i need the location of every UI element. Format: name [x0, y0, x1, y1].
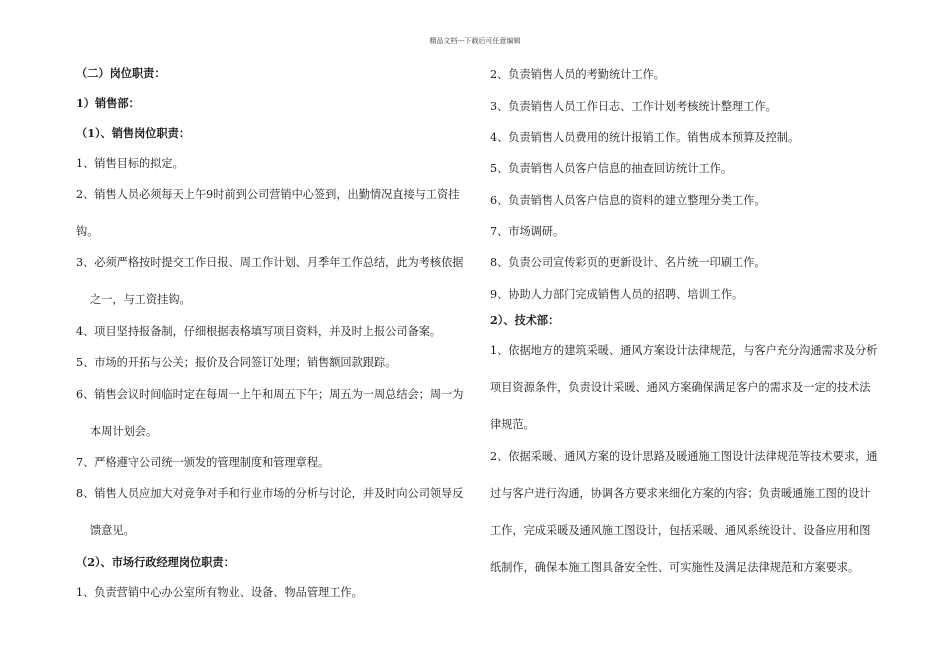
list-item: 4、负责销售人员费用的统计报销工作。销售成本预算及控制。: [490, 131, 800, 144]
list-item: 8、负责公司宣传彩页的更新设计、名片统一印刷工作。: [490, 256, 766, 269]
list-item: 过与客户进行沟通，协调各方要求来细化方案的内容；负责暖通施工图的设计: [490, 487, 871, 500]
list-item: 3、负责销售人员工作日志、工作计划考核统计整理工作。: [490, 100, 777, 113]
list-item: 3、必须严格按时提交工作日报、周工作计划、月季年工作总结，此为考核依据: [76, 256, 464, 269]
list-item: 工作，完成采暖及通风施工图设计，包括采暖、通风系统设计、设备应用和图: [490, 524, 871, 537]
list-item: 2、销售人员必须每天上午9时前到公司营销中心签到，出勤情况直接与工资挂: [76, 188, 460, 201]
list-item: 6、销售会议时间临时定在每周一上午和周五下午；周五为一周总结会；周一为: [76, 388, 464, 401]
tech-dept-heading: 2）、技术部：: [490, 313, 560, 327]
list-item: 8、销售人员应加大对竞争对手和行业市场的分析与讨论，并及时向公司领导反: [76, 487, 464, 500]
list-item: 5、市场的开拓与公关；报价及合同签订处理；销售额回款跟踪。: [76, 356, 397, 369]
section-title: （二）岗位职责：: [76, 66, 166, 80]
list-item: 7、严格遵守公司统一颁发的管理制度和管理章程。: [76, 456, 330, 469]
sales-dept-heading: 1）销售部：: [76, 96, 140, 110]
list-item: 2、负责销售人员的考勤统计工作。: [490, 68, 665, 81]
list-item: 律规范。: [490, 418, 535, 431]
list-item: 4、项目坚持报备制，仔细根据表格填写项目资料，并及时上报公司备案。: [76, 325, 442, 338]
sales-post-heading: （1）、销售岗位职责：: [76, 126, 191, 140]
list-item: 钩。: [76, 225, 99, 238]
list-item: 7、市场调研。: [490, 225, 565, 238]
list-item: 馈意见。: [90, 524, 135, 537]
list-item: 之一，与工资挂钩。: [90, 293, 191, 306]
list-item: 9、协助人力部门完成销售人员的招聘、培训工作。: [490, 288, 744, 301]
list-item: 2、依据采暖、通风方案的设计思路及暖通施工图设计法律规范等技术要求，通: [490, 450, 878, 463]
list-item: 项目资源条件，负责设计采暖、通风方案确保满足客户的需求及一定的技术法: [490, 381, 871, 394]
page-header: 精品文档---下载后可任意编辑: [429, 37, 521, 45]
list-item: 纸制作，确保本施工图具备安全性、可实施性及满足法律规范和方案要求。: [490, 561, 860, 574]
list-item: 6、负责销售人员客户信息的资料的建立整理分类工作。: [490, 194, 766, 207]
list-item: 1、依据地方的建筑采暖、通风方案设计法律规范，与客户充分沟通需求及分析: [490, 344, 878, 357]
list-item: 1、销售目标的拟定。: [76, 157, 184, 170]
list-item: 本周计划会。: [90, 425, 158, 438]
admin-post-heading: （2）、市场行政经理岗位职责：: [76, 555, 235, 569]
list-item: 1、负责营销中心办公室所有物业、设备、物品管理工作。: [76, 586, 363, 599]
list-item: 5、负责销售人员客户信息的抽查回访统计工作。: [490, 162, 733, 175]
